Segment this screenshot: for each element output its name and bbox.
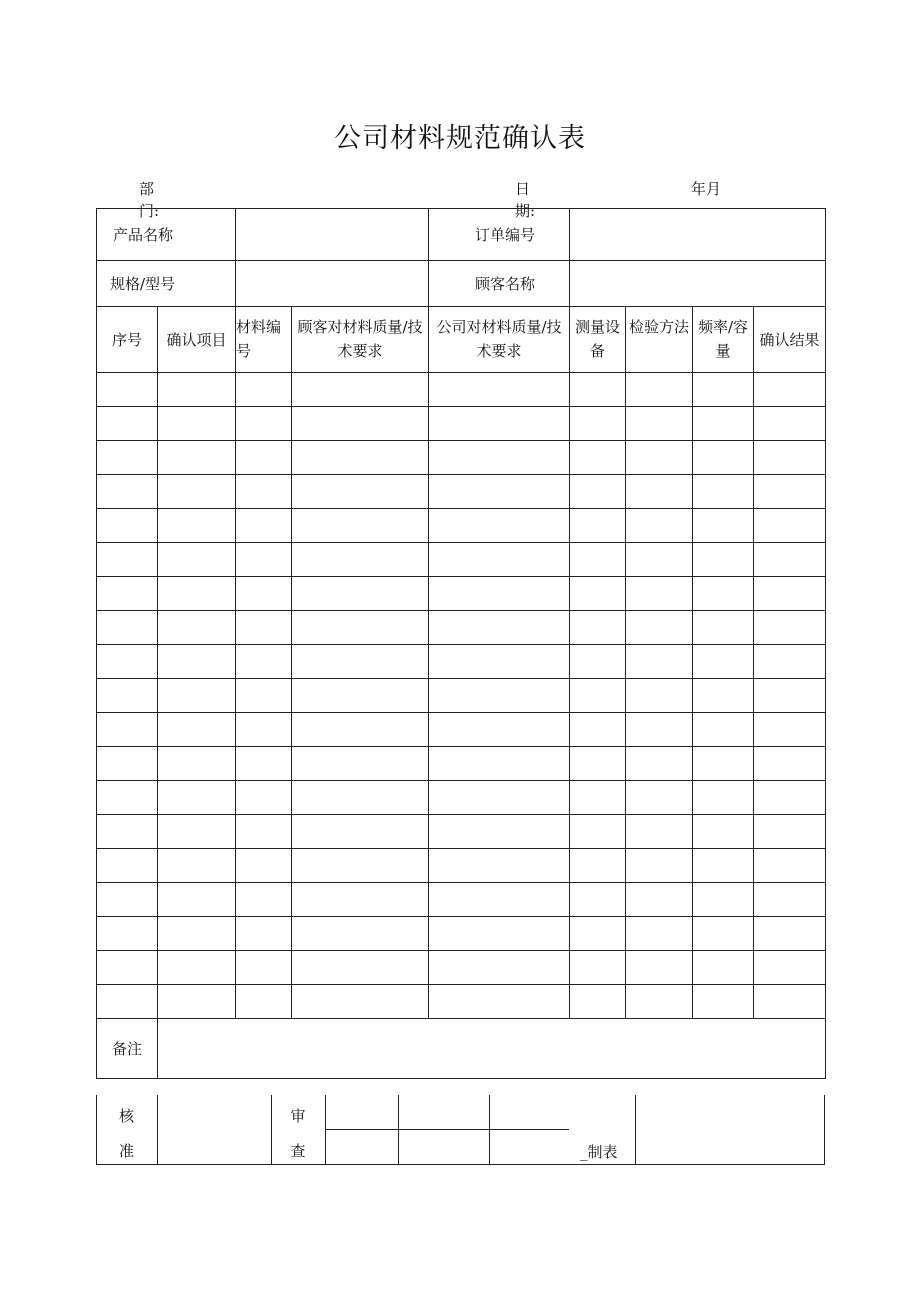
table-cell[interactable]: [97, 781, 158, 815]
table-cell[interactable]: [693, 883, 754, 917]
table-cell[interactable]: [693, 951, 754, 985]
table-cell[interactable]: [429, 407, 570, 441]
table-cell[interactable]: [158, 849, 236, 883]
col-result-header: 确认结果: [754, 307, 826, 373]
table-cell[interactable]: [693, 611, 754, 645]
table-cell[interactable]: [97, 509, 158, 543]
table-cell[interactable]: [236, 917, 292, 951]
table-cell[interactable]: [429, 441, 570, 475]
table-cell[interactable]: [693, 577, 754, 611]
table-row: [97, 441, 826, 475]
table-row: [97, 611, 826, 645]
table-cell[interactable]: [626, 475, 693, 509]
table-cell[interactable]: [97, 373, 158, 407]
table-cell[interactable]: [158, 441, 236, 475]
table-cell[interactable]: [754, 815, 826, 849]
table-cell[interactable]: [158, 917, 236, 951]
table-cell[interactable]: [158, 543, 236, 577]
table-cell[interactable]: [236, 713, 292, 747]
table-cell[interactable]: [429, 373, 570, 407]
table-cell[interactable]: [570, 951, 626, 985]
table-cell[interactable]: [754, 475, 826, 509]
table-cell[interactable]: [292, 849, 429, 883]
table-cell[interactable]: [97, 543, 158, 577]
table-cell[interactable]: [570, 883, 626, 917]
table-cell[interactable]: [570, 985, 626, 1019]
table-cell[interactable]: [292, 407, 429, 441]
table-cell[interactable]: [429, 475, 570, 509]
table-cell[interactable]: [626, 713, 693, 747]
table-row: [97, 543, 826, 577]
table-cell[interactable]: [158, 883, 236, 917]
table-cell[interactable]: [570, 543, 626, 577]
table-row: [97, 713, 826, 747]
table-cell[interactable]: [97, 475, 158, 509]
table-cell[interactable]: [693, 509, 754, 543]
table-cell[interactable]: [236, 849, 292, 883]
table-cell[interactable]: [292, 543, 429, 577]
table-cell[interactable]: [158, 509, 236, 543]
table-cell[interactable]: [236, 883, 292, 917]
table-cell[interactable]: [754, 577, 826, 611]
order-no-field[interactable]: [570, 209, 826, 261]
table-cell[interactable]: [754, 441, 826, 475]
table-cell[interactable]: [626, 747, 693, 781]
table-cell[interactable]: [236, 747, 292, 781]
table-cell[interactable]: [97, 441, 158, 475]
table-cell[interactable]: [693, 747, 754, 781]
table-cell[interactable]: [429, 883, 570, 917]
table-row: [97, 747, 826, 781]
table-cell[interactable]: [626, 917, 693, 951]
table-cell[interactable]: [97, 917, 158, 951]
table-cell[interactable]: [429, 679, 570, 713]
prepared-label: _制表: [580, 1143, 618, 1161]
table-cell[interactable]: [429, 611, 570, 645]
product-name-label: 产品名称: [97, 209, 236, 261]
table-cell[interactable]: [570, 747, 626, 781]
table-cell[interactable]: [626, 509, 693, 543]
order-no-label: 订单编号: [429, 209, 570, 261]
table-cell[interactable]: [754, 917, 826, 951]
table-cell[interactable]: [626, 985, 693, 1019]
table-cell[interactable]: [570, 849, 626, 883]
table-cell[interactable]: [429, 543, 570, 577]
table-cell[interactable]: [693, 373, 754, 407]
col-frequency-header: 频率/容量: [693, 307, 754, 373]
table-cell[interactable]: [570, 441, 626, 475]
table-cell[interactable]: [626, 611, 693, 645]
table-cell[interactable]: [626, 679, 693, 713]
table-cell[interactable]: [570, 373, 626, 407]
table-cell[interactable]: [754, 951, 826, 985]
table-cell[interactable]: [754, 645, 826, 679]
approve-label-bottom: 准: [118, 1142, 134, 1160]
table-cell[interactable]: [754, 747, 826, 781]
table-cell[interactable]: [158, 985, 236, 1019]
table-cell[interactable]: [626, 543, 693, 577]
table-row: [97, 849, 826, 883]
table-cell[interactable]: [292, 951, 429, 985]
table-cell[interactable]: [429, 815, 570, 849]
table-cell[interactable]: [292, 713, 429, 747]
table-cell[interactable]: [236, 407, 292, 441]
table-cell[interactable]: [236, 985, 292, 1019]
table-cell[interactable]: [158, 407, 236, 441]
table-cell[interactable]: [754, 407, 826, 441]
signature-row: [96, 1095, 825, 1165]
table-cell[interactable]: [97, 577, 158, 611]
table-cell[interactable]: [292, 373, 429, 407]
spec-confirmation-table: [96, 208, 826, 1079]
table-cell[interactable]: [97, 951, 158, 985]
prepared-field[interactable]: [636, 1095, 823, 1165]
table-cell[interactable]: [158, 611, 236, 645]
spec-model-field[interactable]: [236, 261, 429, 307]
table-cell[interactable]: [754, 985, 826, 1019]
product-name-field[interactable]: [236, 209, 429, 261]
table-row: [97, 475, 826, 509]
table-cell[interactable]: [570, 611, 626, 645]
table-cell[interactable]: [97, 407, 158, 441]
table-cell[interactable]: [236, 475, 292, 509]
table-cell[interactable]: [693, 543, 754, 577]
table-row: [97, 815, 826, 849]
remark-label: 备注: [97, 1019, 158, 1079]
table-cell[interactable]: [693, 441, 754, 475]
table-cell[interactable]: [97, 645, 158, 679]
table-cell[interactable]: [570, 475, 626, 509]
table-cell[interactable]: [754, 509, 826, 543]
approve-field[interactable]: [158, 1095, 270, 1165]
table-cell[interactable]: [236, 781, 292, 815]
table-cell[interactable]: [292, 577, 429, 611]
customer-name-label: 顾客名称: [429, 261, 570, 307]
table-cell[interactable]: [236, 645, 292, 679]
table-cell[interactable]: [626, 951, 693, 985]
table-cell[interactable]: [236, 577, 292, 611]
table-cell[interactable]: [292, 679, 429, 713]
table-cell[interactable]: [626, 373, 693, 407]
table-cell[interactable]: [429, 917, 570, 951]
table-cell[interactable]: [158, 577, 236, 611]
table-cell[interactable]: [626, 815, 693, 849]
table-cell[interactable]: [429, 509, 570, 543]
table-cell[interactable]: [754, 849, 826, 883]
table-cell[interactable]: [754, 543, 826, 577]
table-cell[interactable]: [429, 645, 570, 679]
table-cell[interactable]: [570, 917, 626, 951]
table-row: [97, 679, 826, 713]
col-material-no-header: 材料编号: [236, 307, 292, 373]
table-row: [97, 407, 826, 441]
approve-label-top: 核: [118, 1107, 134, 1125]
table-cell[interactable]: [570, 781, 626, 815]
remark-field[interactable]: [158, 1019, 826, 1079]
table-cell[interactable]: [158, 373, 236, 407]
table-cell[interactable]: [292, 645, 429, 679]
table-cell[interactable]: [754, 781, 826, 815]
table-cell[interactable]: [754, 883, 826, 917]
table-cell[interactable]: [429, 951, 570, 985]
table-cell[interactable]: [429, 849, 570, 883]
table-row: [97, 577, 826, 611]
table-cell[interactable]: [97, 747, 158, 781]
table-cell[interactable]: [754, 679, 826, 713]
table-cell[interactable]: [693, 475, 754, 509]
customer-name-field[interactable]: [570, 261, 826, 307]
table-cell[interactable]: [429, 747, 570, 781]
table-cell[interactable]: [292, 781, 429, 815]
table-cell[interactable]: [292, 747, 429, 781]
table-cell[interactable]: [626, 849, 693, 883]
table-cell[interactable]: [97, 713, 158, 747]
page-title: 公司材料规范确认表: [334, 123, 586, 154]
year-month-label: 年月: [691, 180, 722, 198]
department-label: 部 门:: [139, 180, 160, 220]
table-cell[interactable]: [693, 815, 754, 849]
table-cell[interactable]: [292, 917, 429, 951]
table-cell[interactable]: [292, 815, 429, 849]
col-customer-req-header: 顾客对材料质量/技术要求: [292, 307, 429, 373]
table-cell[interactable]: [626, 781, 693, 815]
table-cell[interactable]: [429, 781, 570, 815]
table-row: [97, 645, 826, 679]
table-cell[interactable]: [236, 373, 292, 407]
col-serial-header: 序号: [97, 307, 158, 373]
table-row: [97, 917, 826, 951]
table-cell[interactable]: [570, 645, 626, 679]
table-cell[interactable]: [754, 611, 826, 645]
table-cell[interactable]: [158, 951, 236, 985]
table-cell[interactable]: [693, 679, 754, 713]
table-cell[interactable]: [236, 543, 292, 577]
table-cell[interactable]: [693, 407, 754, 441]
table-cell[interactable]: [693, 781, 754, 815]
table-cell[interactable]: [97, 679, 158, 713]
table-cell[interactable]: [626, 645, 693, 679]
table-cell[interactable]: [292, 985, 429, 1019]
table-cell[interactable]: [292, 475, 429, 509]
table-cell[interactable]: [236, 509, 292, 543]
table-row: [97, 373, 826, 407]
table-cell[interactable]: [693, 645, 754, 679]
spec-model-label: 规格/型号: [97, 261, 236, 307]
table-cell[interactable]: [236, 441, 292, 475]
table-cell[interactable]: [236, 951, 292, 985]
table-cell[interactable]: [429, 713, 570, 747]
table-row: [97, 509, 826, 543]
table-cell[interactable]: [570, 679, 626, 713]
table-cell[interactable]: [158, 815, 236, 849]
table-row: [97, 951, 826, 985]
table-cell[interactable]: [626, 883, 693, 917]
table-cell[interactable]: [97, 849, 158, 883]
table-cell[interactable]: [754, 373, 826, 407]
table-cell[interactable]: [429, 577, 570, 611]
table-cell[interactable]: [292, 883, 429, 917]
table-cell[interactable]: [570, 815, 626, 849]
table-row: [97, 781, 826, 815]
table-cell[interactable]: [570, 407, 626, 441]
col-company-req-header: 公司对材料质量/技术要求: [429, 307, 570, 373]
table-cell[interactable]: [570, 509, 626, 543]
table-cell[interactable]: [292, 441, 429, 475]
date-label: 日 期:: [515, 180, 536, 220]
table-cell[interactable]: [626, 407, 693, 441]
table-row: [97, 985, 826, 1019]
table-cell[interactable]: [292, 509, 429, 543]
table-cell[interactable]: [693, 849, 754, 883]
table-cell[interactable]: [236, 679, 292, 713]
table-cell[interactable]: [754, 713, 826, 747]
col-inspect-method-header: 检验方法: [626, 307, 693, 373]
review-label-top: 审: [290, 1107, 306, 1125]
table-row: [97, 883, 826, 917]
col-measure-device-header: 测量设备: [570, 307, 626, 373]
table-cell[interactable]: [236, 815, 292, 849]
table-cell[interactable]: [97, 611, 158, 645]
table-cell[interactable]: [693, 713, 754, 747]
table-cell[interactable]: [626, 441, 693, 475]
table-cell[interactable]: [429, 985, 570, 1019]
table-cell[interactable]: [158, 679, 236, 713]
table-cell[interactable]: [570, 713, 626, 747]
table-cell[interactable]: [626, 577, 693, 611]
col-confirm-item-header: 确认项目: [158, 307, 236, 373]
table-cell[interactable]: [158, 747, 236, 781]
table-cell[interactable]: [236, 611, 292, 645]
table-cell[interactable]: [158, 781, 236, 815]
table-cell[interactable]: [158, 713, 236, 747]
table-cell[interactable]: [292, 611, 429, 645]
table-cell[interactable]: [97, 815, 158, 849]
table-cell[interactable]: [97, 883, 158, 917]
table-cell[interactable]: [158, 645, 236, 679]
table-cell[interactable]: [158, 475, 236, 509]
review-label-bottom: 查: [290, 1142, 306, 1160]
table-cell[interactable]: [570, 577, 626, 611]
table-cell[interactable]: [97, 985, 158, 1019]
table-cell[interactable]: [693, 985, 754, 1019]
table-cell[interactable]: [693, 917, 754, 951]
